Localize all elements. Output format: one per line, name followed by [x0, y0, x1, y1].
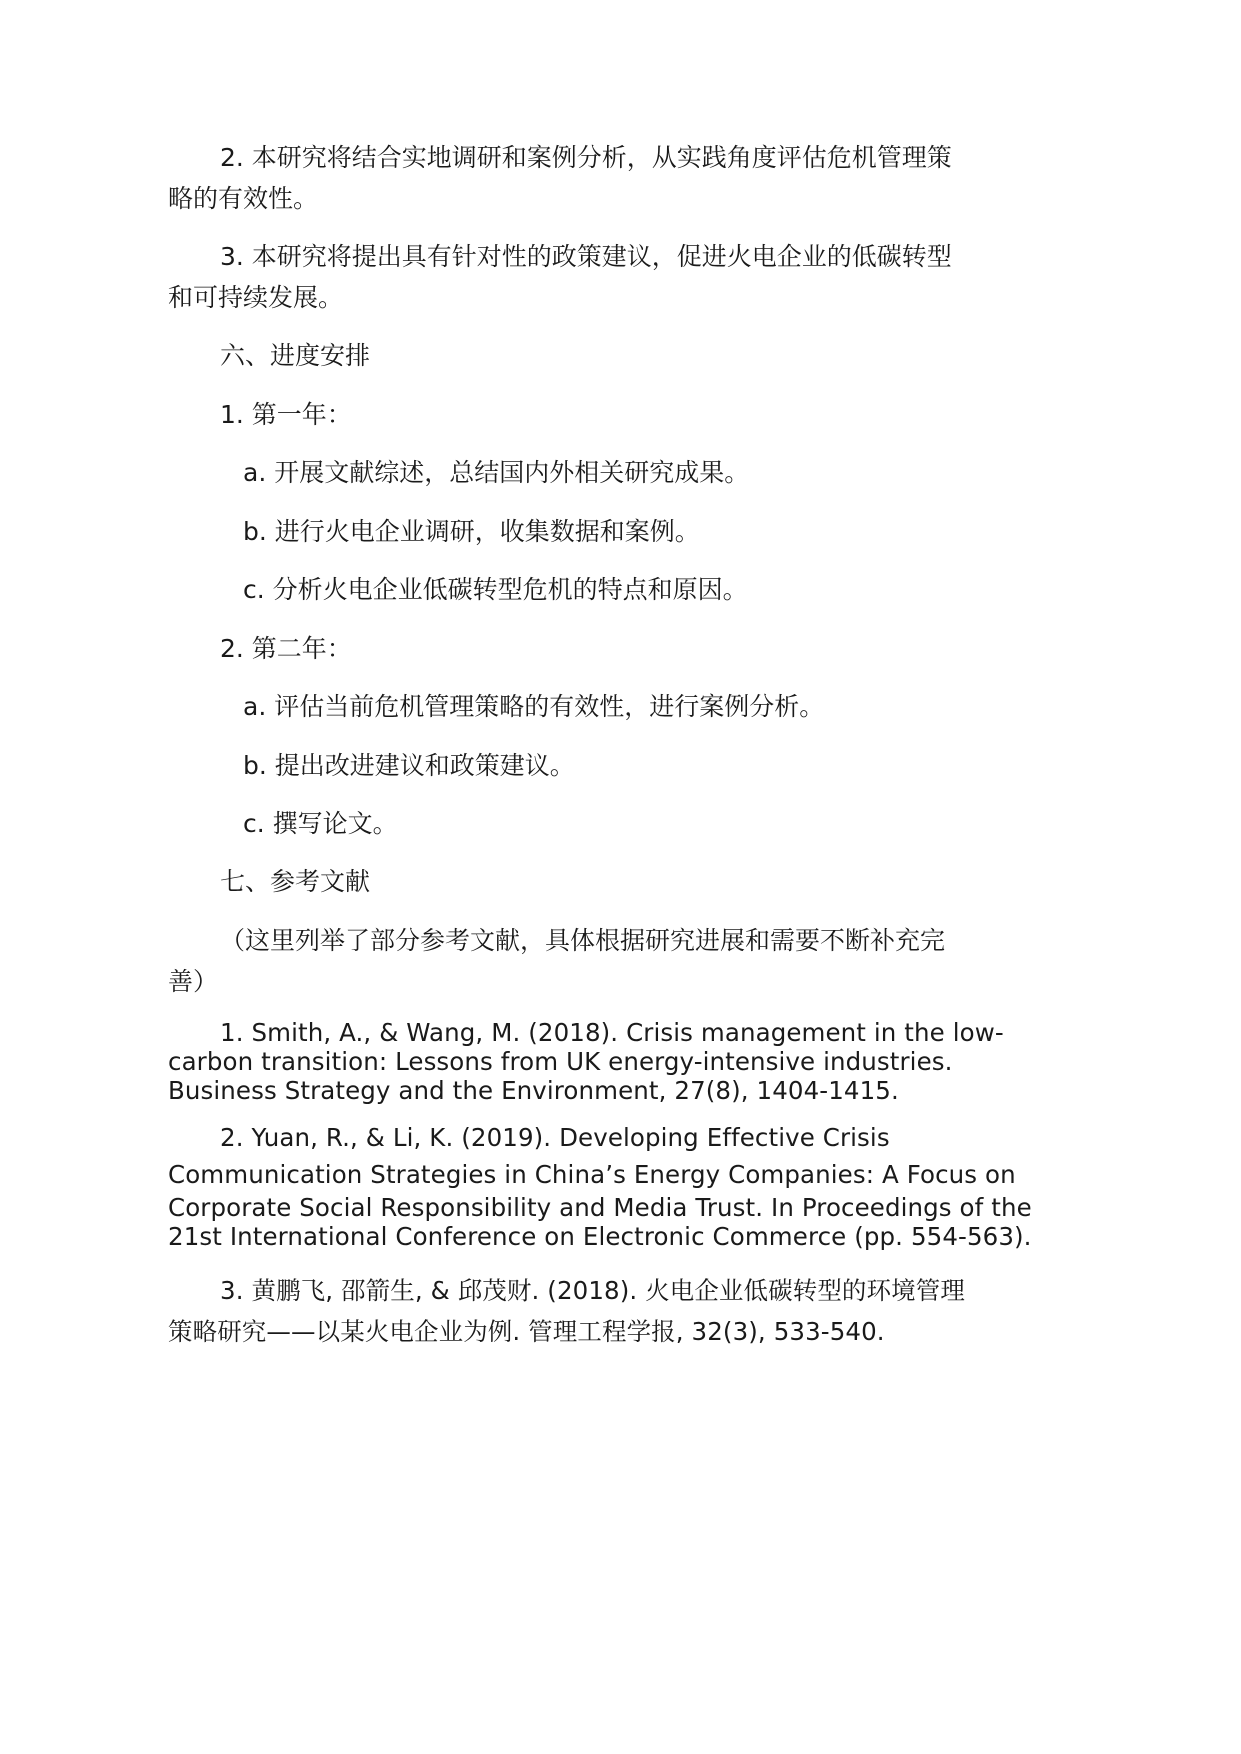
paragraph-line: 3. 本研究将提出具有针对性的政策建议，促进火电企业的低碳转型 [220, 242, 952, 271]
paragraph-line: 和可持续发展。 [168, 283, 344, 312]
reference-line: Corporate Social Responsibility and Media Trust. In Proceedings of the [168, 1193, 1032, 1222]
paragraph-line: 略的有效性。 [168, 184, 319, 213]
schedule-item: c. 撰写论文。 [243, 809, 398, 838]
reference-line: 3. 黄鹏飞, 邵箭生, & 邱茂财. (2018). 火电企业低碳转型的环境管理 [220, 1276, 965, 1305]
paragraph-line: 2. 本研究将结合实地调研和案例分析，从实践角度评估危机管理策 [220, 143, 952, 172]
reference-line: 21st International Conference on Electronic Commerce (pp. 554-563). [168, 1222, 1032, 1251]
paragraph-line: （这里列举了部分参考文献，具体根据研究进展和需要不断补充完 [220, 926, 946, 955]
schedule-item: a. 评估当前危机管理策略的有效性，进行案例分析。 [243, 692, 825, 721]
schedule-item: b. 进行火电企业调研，收集数据和案例。 [243, 517, 700, 546]
schedule-year-1: 1. 第一年： [220, 400, 352, 429]
schedule-item: a. 开展文献综述，总结国内外相关研究成果。 [243, 458, 750, 487]
paragraph-line: 善） [168, 967, 219, 996]
schedule-item: b. 提出改进建议和政策建议。 [243, 751, 575, 780]
reference-line: 1. Smith, A., & Wang, M. (2018). Crisis management in the low- [220, 1018, 1004, 1047]
section-heading-references: 七、参考文献 [220, 867, 371, 896]
reference-line: 2. Yuan, R., & Li, K. (2019). Developing Effective Crisis [220, 1123, 890, 1152]
section-heading-schedule: 六、进度安排 [220, 341, 371, 370]
schedule-year-2: 2. 第二年： [220, 634, 352, 663]
reference-line: Business Strategy and the Environment, 27(8), 1404-1415. [168, 1076, 899, 1105]
schedule-item: c. 分析火电企业低碳转型危机的特点和原因。 [243, 575, 748, 604]
reference-line: Communication Strategies in China’s Energy Companies: A Focus on [168, 1160, 1016, 1189]
reference-line: 策略研究——以某火电企业为例. 管理工程学报, 32(3), 533-540. [168, 1317, 885, 1346]
reference-line: carbon transition: Lessons from UK energy-intensive industries. [168, 1047, 953, 1076]
